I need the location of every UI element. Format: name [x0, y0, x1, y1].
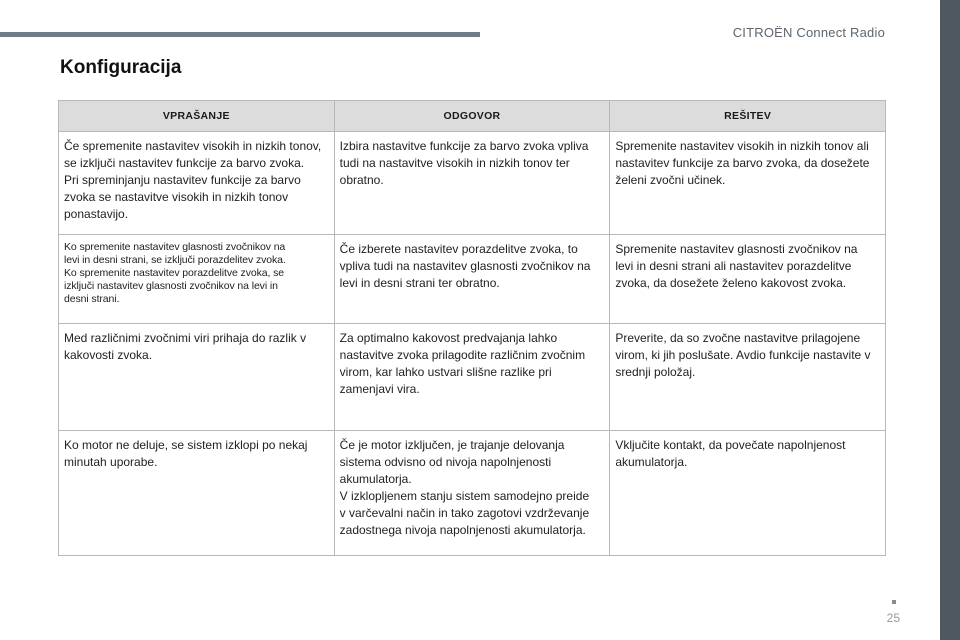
faq-table — [58, 100, 886, 556]
solution-text: Preverite, da so zvočne nastavitve prilagojene virom, ki jih poslušate. Avdio funkcije nastavite v srednji položaj. — [615, 331, 871, 379]
answer-text: Če je motor izključen, je trajanje delovanja sistema odvisno od nivoja napolnjenosti akumulatorja. V izklopljenem stanju sistem samodejno preide v varčevalni način in tako zagotovi vzdrževanje zadostnega nivoja napolnjenosti akumulatorja. — [339, 438, 590, 537]
question-cell — [59, 324, 335, 431]
table-row — [59, 324, 886, 431]
header-brand: CITROËN Connect Radio — [732, 25, 885, 40]
solution-text: Vključite kontakt, da povečate napolnjenost akumulatorja. — [615, 438, 846, 469]
column-header-answer: ODGOVOR — [334, 101, 610, 132]
question-cell — [59, 132, 335, 235]
question-text: Ko motor ne deluje, se sistem izklopi po nekaj minutah uporabe. — [64, 438, 308, 469]
page-number: 25 — [886, 611, 900, 625]
question-text: Če spremenite nastavitev visokih in nizkih tonov, se izključi nastavitev funkcije za barvo zvoka. Pri spreminjanju nastavitev funkcije za barvo zvoka se nastavitve visokih in nizkih tonov ponastavijo. — [64, 139, 322, 221]
column-header-question: VPRAŠANJE — [59, 101, 335, 132]
solution-text: Spremenite nastavitev visokih in nizkih tonov ali nastavitev funkcije za barvo zvoka, da dosežete želeni zvočni učinek. — [615, 139, 870, 187]
solution-text: Spremenite nastavitev glasnosti zvočnikov na levi in desni strani ali nastavitev porazdelitve zvoka, da dosežete želeno kakovost zvoka. — [615, 242, 858, 290]
header-bar — [0, 32, 480, 37]
table-row — [59, 132, 886, 235]
question-cell — [59, 431, 335, 556]
solution-cell — [610, 235, 886, 324]
question-text: Med različnimi zvočnimi viri prihaja do razlik v kakovosti zvoka. — [64, 331, 307, 362]
answer-cell — [334, 431, 610, 556]
side-strip — [940, 0, 960, 640]
column-header-solution: REŠITEV — [610, 101, 886, 132]
page-title: Konfiguracija — [60, 57, 182, 78]
page-marker-dot — [892, 600, 896, 604]
solution-cell — [610, 324, 886, 431]
answer-text: Za optimalno kakovost predvajanja lahko nastavitve zvoka prilagodite različnim zvočnim virom, kar lahko ustvari slišne razlike pri zamenjavi vira. — [339, 331, 586, 396]
table-row — [59, 235, 886, 324]
answer-cell — [334, 132, 610, 235]
answer-text: Če izberete nastavitev porazdelitve zvoka, to vpliva tudi na nastavitev glasnosti zvočnikov na levi in desni strani ter obratno. — [339, 242, 591, 290]
solution-cell — [610, 431, 886, 556]
question-text: Ko spremenite nastavitev glasnosti zvočnikov na levi in desni strani, se izključi porazdelitev zvoka. Ko spremenite nastavitev porazdelitve zvoka, se izključi nastavitev glasnosti zvočnikov na levi in desni strani. — [64, 241, 286, 305]
solution-cell — [610, 132, 886, 235]
table-header-row — [59, 101, 886, 132]
answer-text: Izbira nastavitve funkcije za barvo zvoka vpliva tudi na nastavitve visokih in nizkih tonov ter obratno. — [339, 139, 589, 187]
question-cell — [59, 235, 335, 324]
table-row — [59, 431, 886, 556]
answer-cell — [334, 235, 610, 324]
answer-cell — [334, 324, 610, 431]
